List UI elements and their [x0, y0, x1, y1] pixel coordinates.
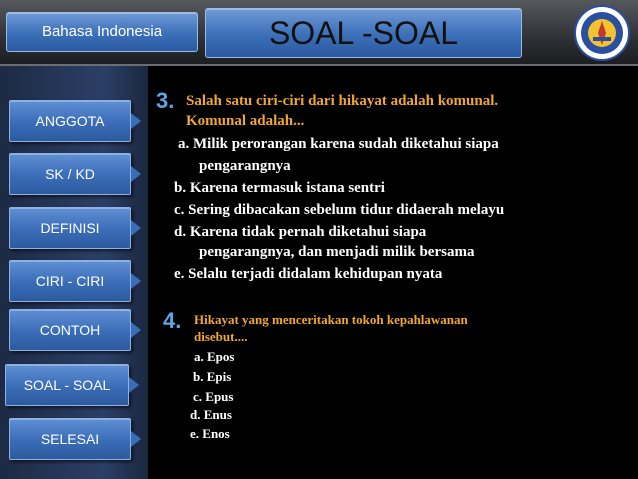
question-3-number: 3.	[156, 88, 175, 113]
question-4-line-1: Hikayat yang menceritakan tokoh kepahlawanan	[194, 312, 468, 327]
sidebar-item-definisi[interactable]: DEFINISI	[9, 207, 131, 249]
question-4-line-2: disebut....	[194, 329, 248, 344]
question-3-option-d-cont: pengarangnya, dan menjadi milik bersama	[199, 244, 475, 260]
header-bar	[0, 0, 638, 66]
sidebar	[0, 66, 148, 479]
question-4-option-d: d. Enus	[190, 407, 232, 422]
sidebar-item-soal-soal[interactable]: SOAL - SOAL	[5, 364, 129, 406]
sidebar-item-sk-kd[interactable]: SK / KD	[9, 153, 131, 195]
subject-label: Bahasa Indonesia	[6, 12, 198, 52]
sidebar-item-anggota[interactable]: ANGGOTA	[9, 100, 131, 142]
question-3-option-d: d. Karena tidak pernah diketahui siapa	[174, 224, 427, 240]
question-4-option-a: a. Epos	[194, 349, 235, 364]
question-3-line-2: Komunal adalah...	[186, 113, 305, 129]
question-4-number: 4.	[163, 308, 182, 333]
question-3-option-e: e. Selalu terjadi didalam kehidupan nyata	[174, 266, 443, 282]
question-4-option-b: b. Epis	[193, 369, 232, 384]
question-3-option-a: a. Milik perorangan karena sudah diketahui siapa	[178, 136, 499, 152]
question-4-option-c: c. Epus	[193, 389, 234, 404]
question-3-option-b: b. Karena termasuk istana sentri	[174, 180, 385, 196]
question-3-option-c: c. Sering dibacakan sebelum tidur didaerah melayu	[174, 202, 505, 218]
question-3-line-1: Salah satu ciri-ciri dari hikayat adalah komunal.	[186, 93, 499, 109]
question-4-option-e: e. Enos	[190, 426, 230, 441]
sidebar-item-selesai[interactable]: SELESAI	[9, 418, 131, 460]
sidebar-item-ciri-ciri[interactable]: CIRI - CIRI	[9, 260, 131, 302]
school-emblem-icon	[573, 4, 631, 62]
question-3-option-a-cont: pengarangnya	[199, 158, 291, 174]
page-title: SOAL -SOAL	[205, 8, 522, 58]
sidebar-item-contoh[interactable]: CONTOH	[9, 309, 131, 351]
